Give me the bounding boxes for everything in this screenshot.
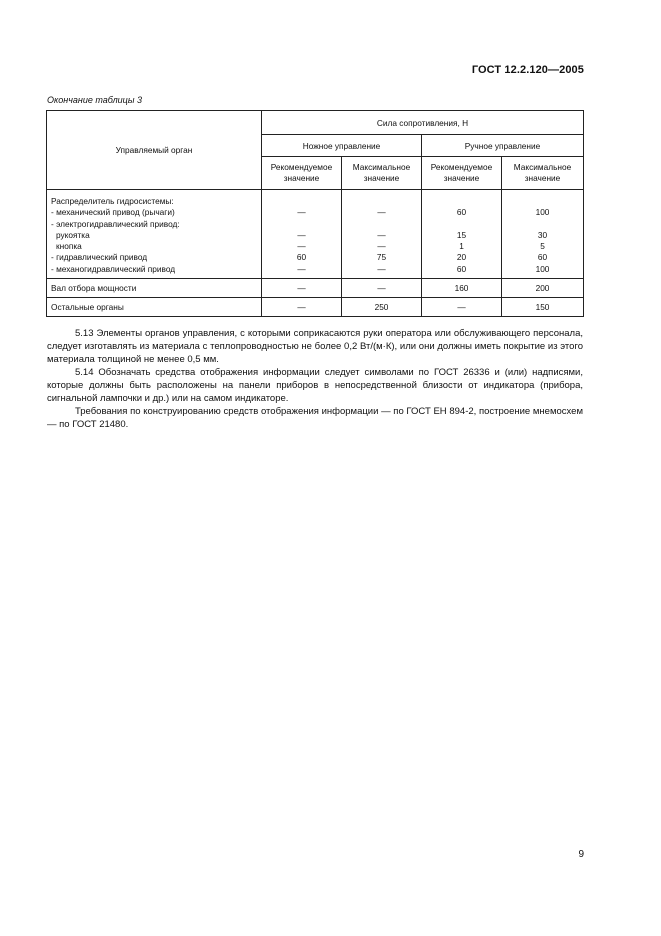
header-text: Максимальное (352, 162, 411, 172)
row-label: Распределитель гидросистемы: (51, 196, 174, 206)
header-hand-recommended (422, 157, 502, 190)
cell-value: — (297, 207, 306, 218)
header-text: значение (283, 173, 320, 183)
cell-value (422, 219, 501, 230)
header-foot-recommended (262, 157, 342, 190)
cell-value: 150 (502, 298, 584, 317)
header-text: значение (363, 173, 400, 183)
header-text: Рекомендуемое (270, 162, 333, 172)
cell-value: 1 (459, 241, 464, 252)
group-hand-recommended-cell (422, 190, 502, 279)
cell-value: — (262, 279, 342, 298)
header-controlled-organ: Управляемый орган (47, 111, 262, 190)
cell-value: — (377, 263, 386, 274)
cell-value: 250 (342, 298, 422, 317)
document-code: ГОСТ 12.2.120—2005 (471, 64, 584, 76)
header-hand-maximum (502, 157, 584, 190)
cell-value: — (342, 279, 422, 298)
row-label: - электрогидравлический привод: (51, 218, 180, 229)
cell-value: 100 (535, 263, 550, 274)
table-caption: Окончание таблицы 3 (47, 95, 142, 105)
cell-value (502, 219, 583, 230)
cell-value (342, 219, 421, 230)
cell-value: 60 (456, 263, 467, 274)
header-resistance-force: Сила сопротивления, Н (262, 111, 584, 135)
paragraph-5-13: 5.13 Элементы органов управления, с которыми соприкасаются руки оператора или обслуживающего персонала, следует изготавлять из материала с теплопроводностью не более 0,2 Вт/(м·К), или они должны иметь покрытие из этого материала толщиной не менее 0,5 мм. (47, 328, 583, 366)
header-foot-maximum (342, 157, 422, 190)
cell-value: 20 (456, 252, 467, 263)
header-foot-control: Ножное управление (262, 135, 422, 157)
cell-value: 60 (537, 252, 548, 263)
group-hand-maximum-cell (502, 190, 584, 279)
cell-value: — (377, 207, 386, 218)
group-foot-recommended-cell (262, 190, 342, 279)
cell-value: 75 (376, 252, 387, 263)
cell-value: — (297, 263, 306, 274)
group-foot-maximum-cell (342, 190, 422, 279)
cell-value: — (422, 298, 502, 317)
group-labels-cell (47, 190, 262, 279)
cell-value: 5 (540, 241, 545, 252)
cell-value (262, 219, 341, 230)
table-row (47, 279, 584, 298)
cell-value: 100 (535, 207, 550, 218)
cell-value: — (262, 298, 342, 317)
row-label: Остальные органы (47, 298, 262, 317)
row-label: рукоятка (56, 229, 90, 240)
header-text: Максимальное (513, 162, 572, 172)
page-number: 9 (578, 849, 584, 860)
cell-value: 160 (422, 279, 502, 298)
cell-value: 15 (456, 229, 467, 240)
paragraph-requirements: Требования по конструированию средств отображения информации — по ГОСТ ЕН 894-2, построение мнемосхем — по ГОСТ 21480. (47, 406, 583, 431)
cell-value: — (297, 229, 306, 240)
cell-value: 30 (537, 229, 548, 240)
resistance-table (46, 110, 584, 317)
header-hand-control: Ручное управление (422, 135, 584, 157)
header-text: значение (443, 173, 480, 183)
cell-value (502, 196, 583, 207)
row-label: кнопка (56, 241, 82, 252)
header-text: значение (524, 173, 561, 183)
cell-value: — (377, 241, 386, 252)
cell-value (262, 196, 341, 207)
cell-value: 60 (456, 207, 467, 218)
table-row (47, 298, 584, 317)
cell-value (342, 196, 421, 207)
cell-value: 200 (502, 279, 584, 298)
cell-value (422, 196, 501, 207)
cell-value: — (297, 241, 306, 252)
row-label: - механический привод (рычаги) (51, 207, 175, 218)
header-text: Рекомендуемое (430, 162, 493, 172)
row-label: - механогидравлический привод (51, 263, 176, 274)
row-label: Вал отбора мощности (47, 279, 262, 298)
cell-value: 60 (296, 252, 307, 263)
row-label: - гидравлический привод (51, 252, 148, 263)
table-row (47, 190, 584, 279)
paragraph-5-14: 5.14 Обозначать средства отображения информации следует символами по ГОСТ 26336 и (или) надписями, которые должны быть расположены на панели приборов в непосредственной близости от индикатора (прибора, сигнальной лампочки и др.) или на самом индикаторе. (47, 367, 583, 405)
cell-value: — (377, 229, 386, 240)
